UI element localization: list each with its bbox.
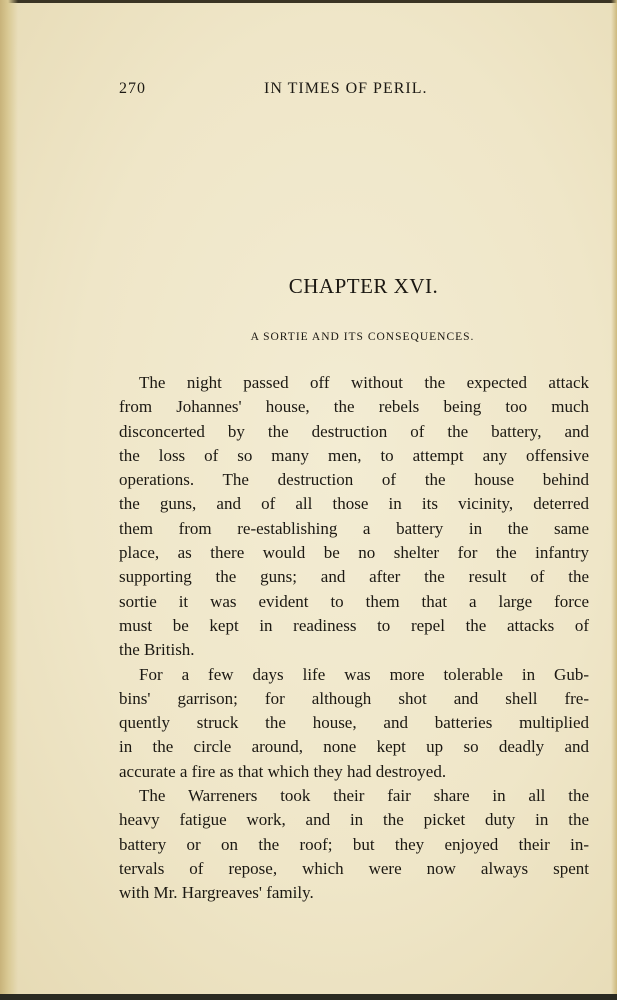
text-line: The night passed off without the expected attack <box>139 373 589 392</box>
body-text <box>119 371 589 906</box>
text-line: the guns, and of all those in its vicinity, deterred <box>119 494 589 514</box>
text-line: For a few days life was more tolerable in Gub- <box>139 664 589 684</box>
text-line: the loss of so many men, to attempt any offensive <box>119 445 589 465</box>
text-line: sortie it was evident to them that a large force <box>119 591 589 611</box>
text-line: with Mr. Hargreaves' family. <box>119 883 314 903</box>
running-head <box>119 80 589 102</box>
text-line: heavy fatigue work, and in the picket duty in the <box>119 810 589 830</box>
text-line: quently struck the house, and batteries multiplied <box>119 713 589 733</box>
text-line: the British. <box>119 640 195 660</box>
text-line: from Johannes' house, the rebels being too much <box>119 397 589 417</box>
text-line: in the circle around, none kept up so deadly and <box>119 737 589 757</box>
text-line: operations. The destruction of the house behind <box>119 470 589 490</box>
text-line: them from re-establishing a battery in the same <box>119 518 589 538</box>
running-title: IN TIMES OF PERIL. <box>264 80 428 97</box>
text-line: place, as there would be no shelter for the infantry <box>119 543 589 563</box>
text-line: must be kept in readiness to repel the attacks of <box>119 615 589 635</box>
text-line: disconcerted by the destruction of the battery, and <box>119 421 589 441</box>
chapter-subtitle: A SORTIE AND ITS CONSEQUENCES. <box>250 331 475 343</box>
text-line: battery or on the roof; but they enjoyed their in- <box>119 834 589 854</box>
text-line: bins' garrison; for although shot and shell fre- <box>119 688 589 708</box>
text-line: supporting the guns; and after the result of the <box>119 567 589 587</box>
chapter-title: CHAPTER XVI. <box>288 274 439 298</box>
page-top-edge <box>0 0 617 3</box>
page-bottom-edge <box>0 994 617 1000</box>
text-line: tervals of repose, which were now always spent <box>119 858 589 878</box>
page-number: 270 <box>119 80 146 97</box>
text-line: accurate a fire as that which they had destroyed. <box>119 761 447 781</box>
page-right-edge <box>611 0 617 1000</box>
text-line: The Warreners took their fair share in all the <box>139 786 589 806</box>
page-spine-shadow <box>0 0 18 1000</box>
